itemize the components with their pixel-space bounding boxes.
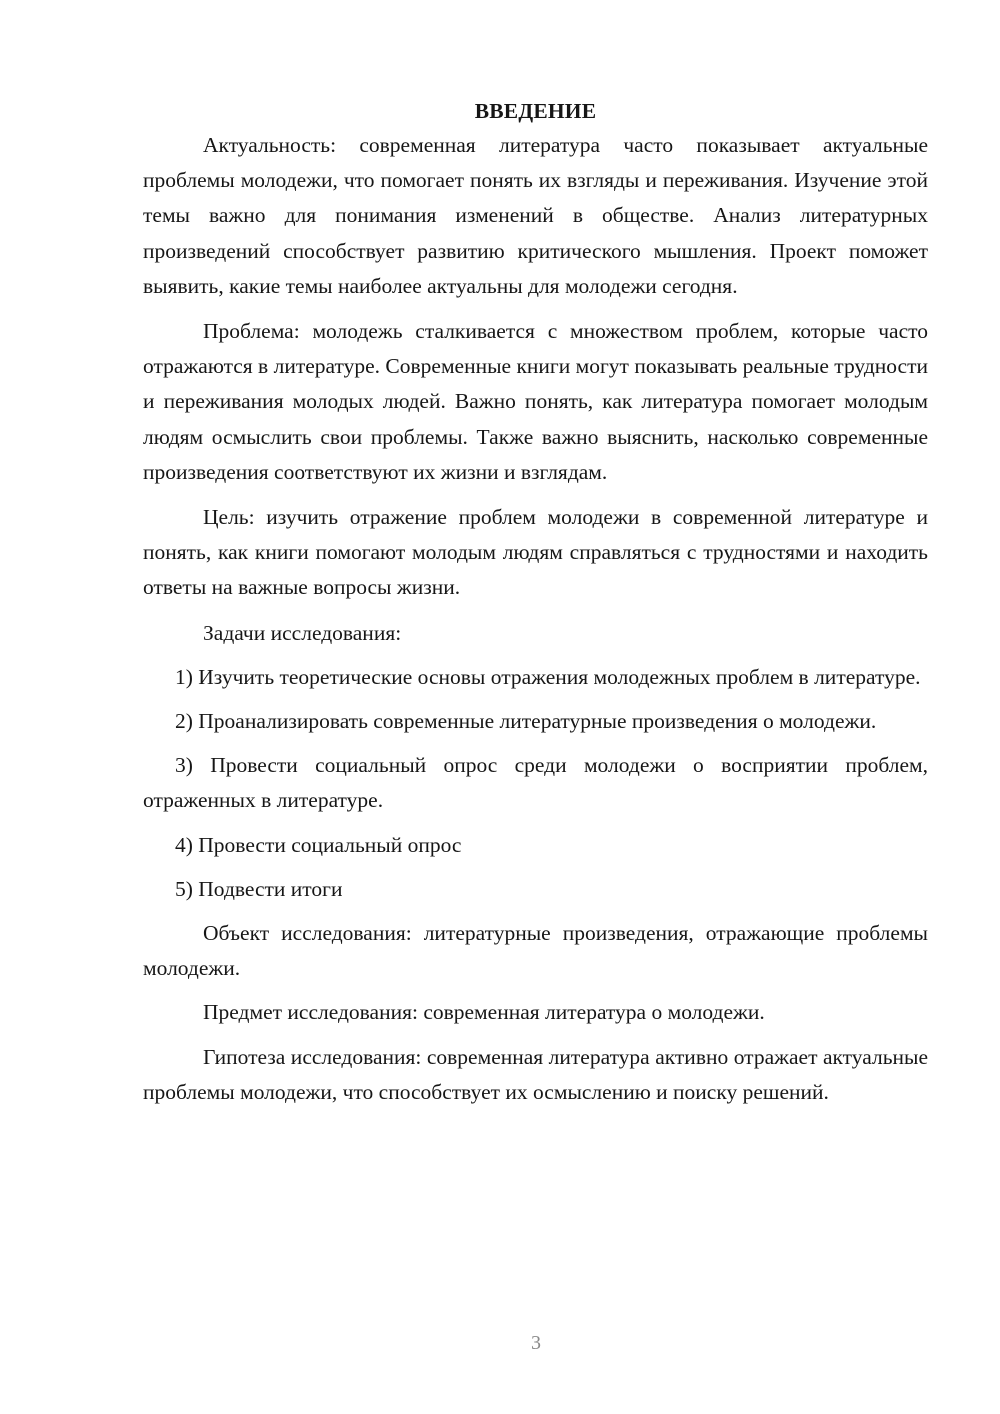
paragraph-relevance: Актуальность: современная литература часто показывает актуальные проблемы молодежи, что помогает понять их взгляды и переживания. Изучение этой темы важно для понимания изменений в обществе. Анализ литературных произведений способствует развитию критического мышления. Проект поможет выявить, какие темы наиболее актуальны для молодежи сегодня. [143,133,928,298]
paragraph-hypothesis: Гипотеза исследования: современная литература активно отражает актуальные проблемы молодежи, что способствует их осмыслению и поиску решений. [143,1044,928,1104]
task-item: 1) Изучить теоретические основы отражения молодежных проблем в литературе. [175,664,921,689]
paragraph-object: Объект исследования: литературные произведения, отражающие проблемы молодежи. [143,921,928,981]
page-number: 3 [531,1332,541,1354]
tasks-heading: Задачи исследования: [203,620,402,645]
paragraph-problem: Проблема: молодежь сталкивается с множеством проблем, которые часто отражаются в литературе. Современные книги могут показывать реальные трудности и переживания молодых людей. Важно понять, как литература помогает молодым людям осмыслить свои проблемы. Также важно выяснить, насколько современные произведения соответствуют их жизни и взглядам. [143,319,928,484]
task-item: 5) Подвести итоги [175,876,343,901]
task-item: 3) Провести социальный опрос среди молодежи о восприятии проблем, отраженных в литературе. [143,753,928,813]
document-page [143,94,928,1110]
paragraph-goal: Цель: изучить отражение проблем молодежи в современной литературе и понять, как книги помогают молодым людям справляться с трудностями и находить ответы на важные вопросы жизни. [143,505,928,600]
section-title: ВВЕДЕНИЕ [474,99,597,123]
paragraph-subject: Предмет исследования: современная литература о молодежи. [203,1000,765,1025]
task-item: 2) Проанализировать современные литературные произведения о молодежи. [175,709,877,734]
task-item: 4) Провести социальный опрос [175,832,462,857]
